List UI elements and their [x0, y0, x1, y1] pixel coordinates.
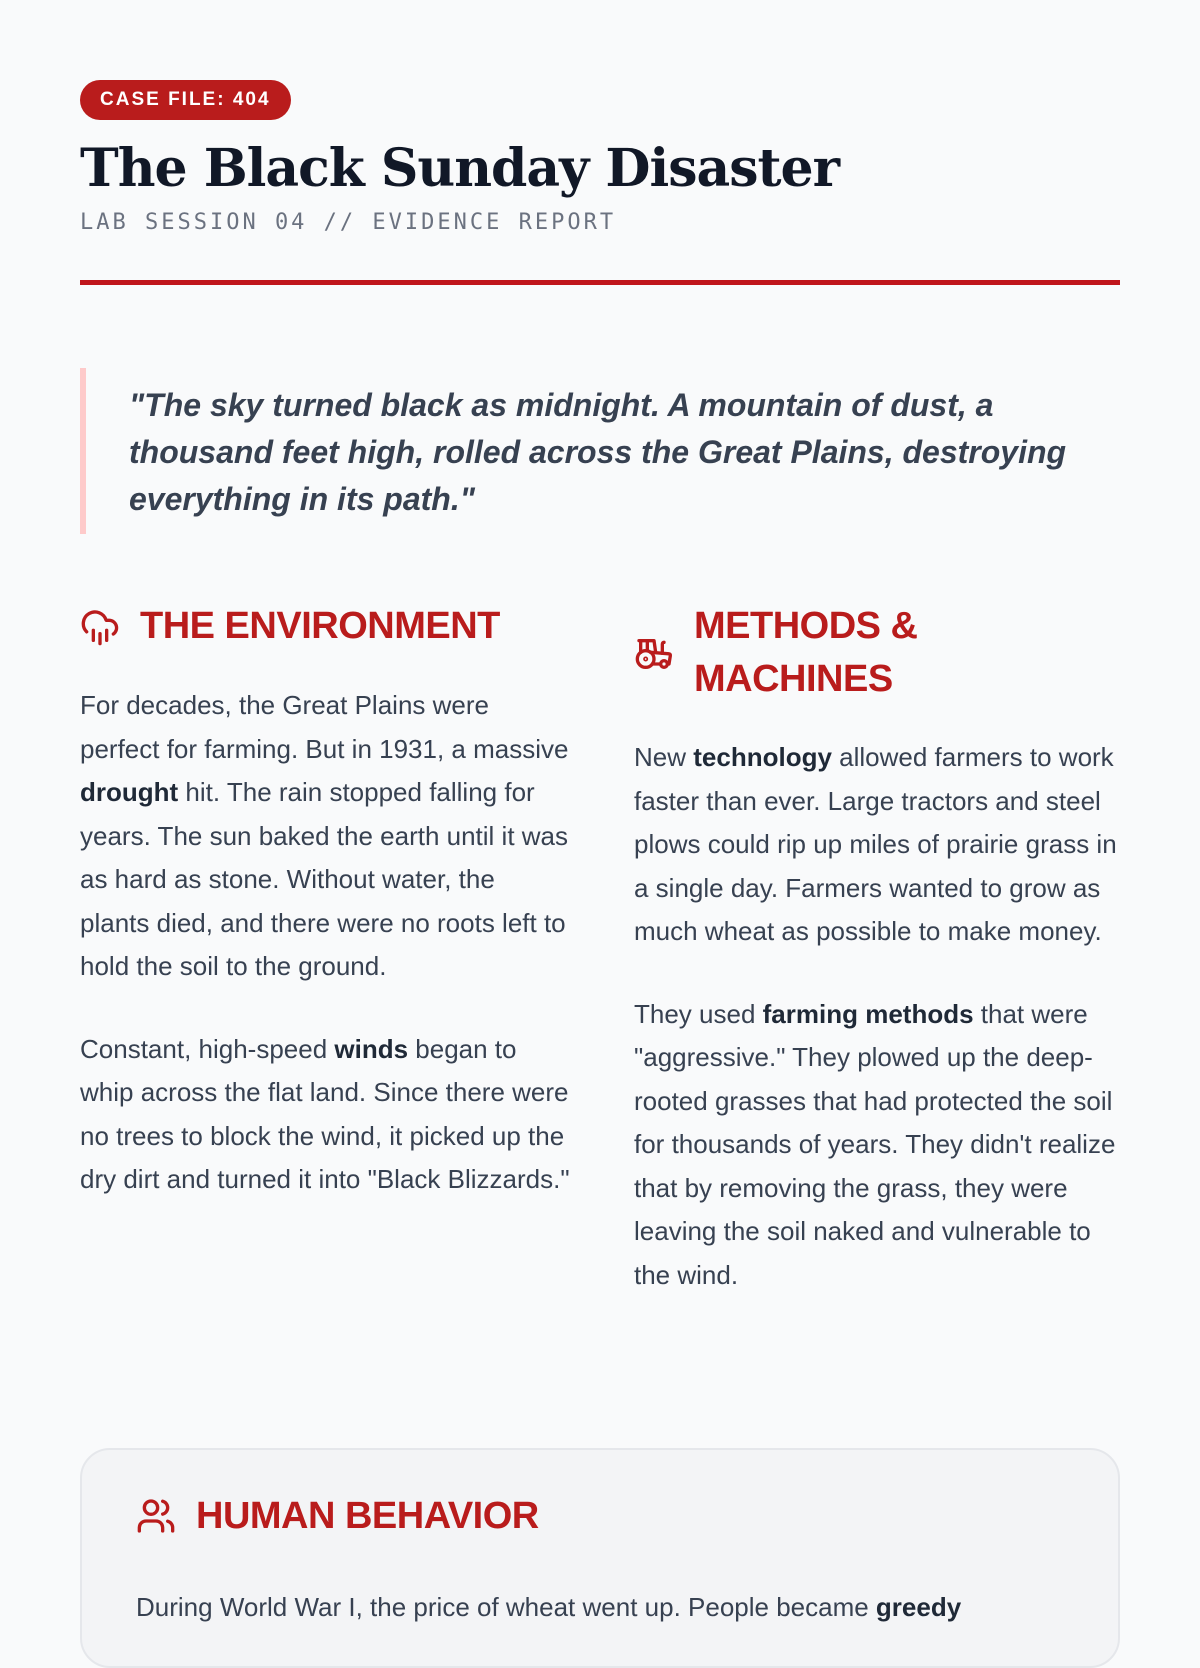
methods-heading-line-1: METHODS & — [694, 605, 918, 647]
environment-p1-text-a: For decades, the Great Plains were perfect for farming. But in 1931, a massive — [80, 690, 569, 764]
methods-header — [634, 600, 1124, 708]
environment-heading: THE ENVIRONMENT — [140, 605, 500, 647]
methods-p1-text-c: allowed farmers to work faster than ever. Large tractors and steel plows could rip up miles of prairie grass in a single day. Farmers wanted to grow as much wheat as possible to make money. — [634, 742, 1117, 946]
human-behavior-header — [136, 1490, 1036, 1546]
methods-heading — [694, 600, 918, 706]
case-file-badge: CASE FILE: 404 — [80, 80, 291, 120]
keyword-farming-methods: farming methods — [762, 998, 974, 1029]
page-title: The Black Sunday Disaster — [80, 138, 840, 199]
keyword-winds: winds — [334, 1033, 409, 1064]
methods-paragraph-2 — [634, 993, 1124, 1298]
page-subtitle: LAB SESSION 04 // EVIDENCE REPORT — [80, 210, 617, 235]
methods-section — [634, 600, 1124, 1297]
header-divider — [80, 280, 1120, 285]
environment-paragraph-1 — [80, 684, 570, 989]
methods-p1-text-a: New — [634, 742, 694, 772]
keyword-drought: drought — [80, 777, 179, 807]
tractor-icon — [634, 634, 674, 674]
methods-heading-line-2: MACHINES — [694, 658, 893, 700]
environment-header — [80, 600, 570, 656]
environment-p2-text-c: began to whip across the flat land. Since there were no trees to block the wind, it picked up the dry dirt and turned it into "Black Blizzards." — [80, 1033, 570, 1194]
cloud-rain-icon — [80, 607, 120, 647]
keyword-greedy: greedy — [875, 1592, 962, 1622]
methods-paragraph-1 — [634, 736, 1124, 954]
methods-p2-text-a: They used — [634, 998, 763, 1029]
human-behavior-card — [80, 1448, 1120, 1668]
human-p1-text-a: During World War I, the price of wheat went up. People became — [136, 1592, 876, 1622]
report-page — [80, 0, 1120, 1622]
environment-p1-text-c: hit. The rain stopped falling for years. The sun baked the earth until it was as hard as stone. Without water, the plants died, and there were no roots left to hold the soil to the ground. — [80, 777, 569, 981]
environment-p2-text-a: Constant, high-speed — [80, 1033, 335, 1064]
keyword-technology: technology — [693, 742, 832, 772]
environment-paragraph-2 — [80, 1028, 570, 1202]
human-behavior-heading: HUMAN BEHAVIOR — [196, 1495, 539, 1537]
environment-section — [80, 600, 570, 1202]
pull-quote-text: "The sky turned black as midnight. A mountain of dust, a thousand feet high, rolled across the Great Plains, destroying everything in its path." — [129, 387, 1067, 517]
users-icon — [136, 1496, 176, 1536]
human-behavior-paragraph-1 — [136, 1586, 1076, 1630]
pull-quote — [80, 368, 1120, 534]
methods-p2-text-c: that were "aggressive." They plowed up the deep-rooted grasses that had protected the soil for thousands of years. They didn't realize that by removing the grass, they were leaving the soil naked and vulnerable to the wind. — [634, 998, 1116, 1290]
